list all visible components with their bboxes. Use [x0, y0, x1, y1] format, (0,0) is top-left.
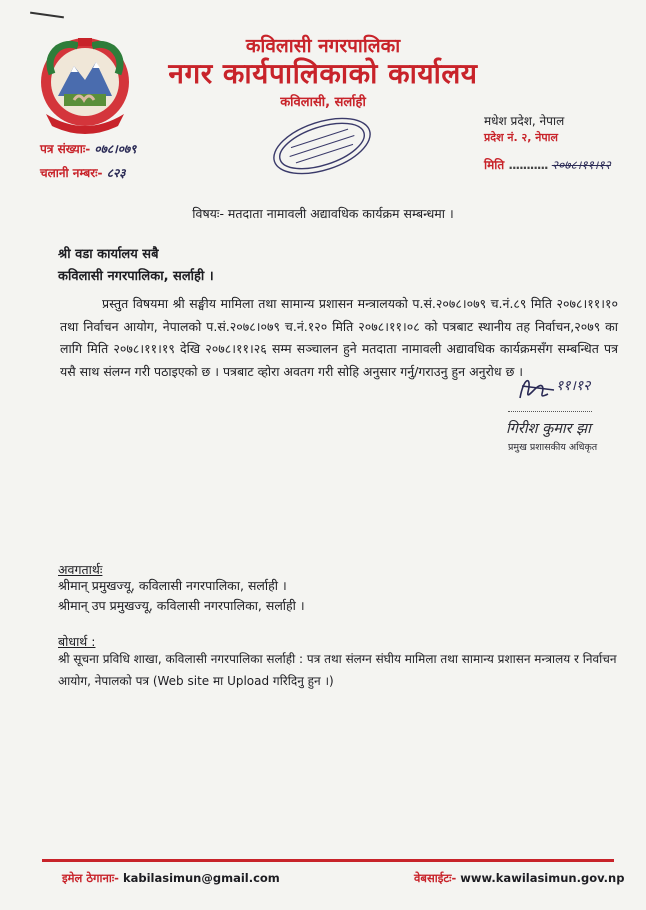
- municipality-name: कविलासी नगरपालिका: [245, 35, 401, 57]
- dispatch-label: चलानी नम्बरः-: [40, 166, 103, 180]
- website-value: www.kawilasimun.gov.np: [460, 871, 625, 885]
- dispatch-number: [40, 164, 125, 181]
- email-value: kabilasimun@gmail.com: [122, 871, 280, 885]
- cc-heading: अवगतार्थः: [58, 562, 103, 577]
- bodhartha-text: श्री सूचना प्रविधि शाखा, कविलासी नगरपालिका सर्लाही : पत्र तथा संलग्न संघीय मामिला तथा सामान्य प्रशासन मन्त्रालय र निर्वाचन आयोग, नेपालको पत्र (Web site मा Upload गरिदिनु हुन ।): [58, 652, 617, 688]
- date-line: मिति ........... २०७८।११।१२: [484, 158, 611, 172]
- reference-label: पत्र संख्याः-: [40, 142, 91, 156]
- bodhartha-heading: बोधार्थ :: [58, 634, 96, 649]
- letter-body: प्रस्तुत विषयमा श्री सङ्घीय मामिला तथा सामान्य प्रशासन मन्त्रालयको प.सं.२०७८।०७९ च.नं.८९ मिति २०७८।११।१० तथा निर्वाचन आयोग, नेपालको प.सं.२०७८।०७९ च.नं.१२० मिति २०७८।११।०८ को पत्रबाट स्थानीय तह निर्वाचन,२०७९ का लागि मिति २०७८।११।१९ देखि २०७८।११।२६ सम्म सञ्चालन हुने मतदाता नामावली अद्यावधिक कार्यक्रमसँग सम्बन्धित पत्र यसै साथ संलग्न गरी पठाइएको छ । पत्रबाट व्होरा अवतग गरी सोहि अनुसार गर्नु/गराउनु हुन अनुरोध छ ।: [60, 296, 618, 379]
- recipient-line-2: कविलासी नगरपालिका, सर्लाही ।: [58, 269, 214, 284]
- reference-number: [40, 140, 136, 157]
- reference-value: ०७८।०७९: [94, 142, 137, 156]
- pen-stroke-mark: [30, 12, 64, 19]
- footer-email: [62, 871, 280, 886]
- footer-divider: [42, 859, 614, 862]
- signature-dotted-line: [508, 411, 592, 412]
- date-label: मिति: [484, 158, 505, 172]
- email-label: इमेल ठेगानाः-: [62, 871, 119, 885]
- cc-item: श्रीमान् प्रमुखज्यू, कविलासी नगरपालिका, सर्लाही ।: [58, 578, 287, 593]
- province-line: मधेश प्रदेश, नेपाल: [484, 114, 565, 128]
- signature-date: ११।१२: [556, 378, 591, 394]
- dispatch-value: ८२३: [106, 166, 126, 180]
- website-label: वेबसाईटः-: [414, 871, 457, 885]
- office-location: कविलासी, सर्लाही: [280, 95, 366, 110]
- signatory-title: प्रमुख प्रशासकीय अधिकृत: [508, 442, 598, 453]
- province-number: प्रदेश नं. २, नेपाल: [484, 131, 558, 144]
- footer-website: [414, 871, 624, 886]
- letter-subject: विषयः- मतदाता नामावली अद्यावधिक कार्यक्रम सम्बन्धमा ।: [192, 206, 454, 221]
- office-name: नगर कार्यपालिकाको कार्यालय: [168, 57, 478, 90]
- date-value: २०७८।११।१२: [551, 158, 611, 172]
- recipient-line-1: श्री वडा कार्यालय सबै: [58, 247, 159, 262]
- municipality-seal-icon: [262, 112, 382, 180]
- cc-item: श्रीमान् उप प्रमुखज्यू, कविलासी नगरपालिका, सर्लाही ।: [58, 598, 305, 613]
- signatory-name: गिरीश कुमार झा: [506, 421, 591, 437]
